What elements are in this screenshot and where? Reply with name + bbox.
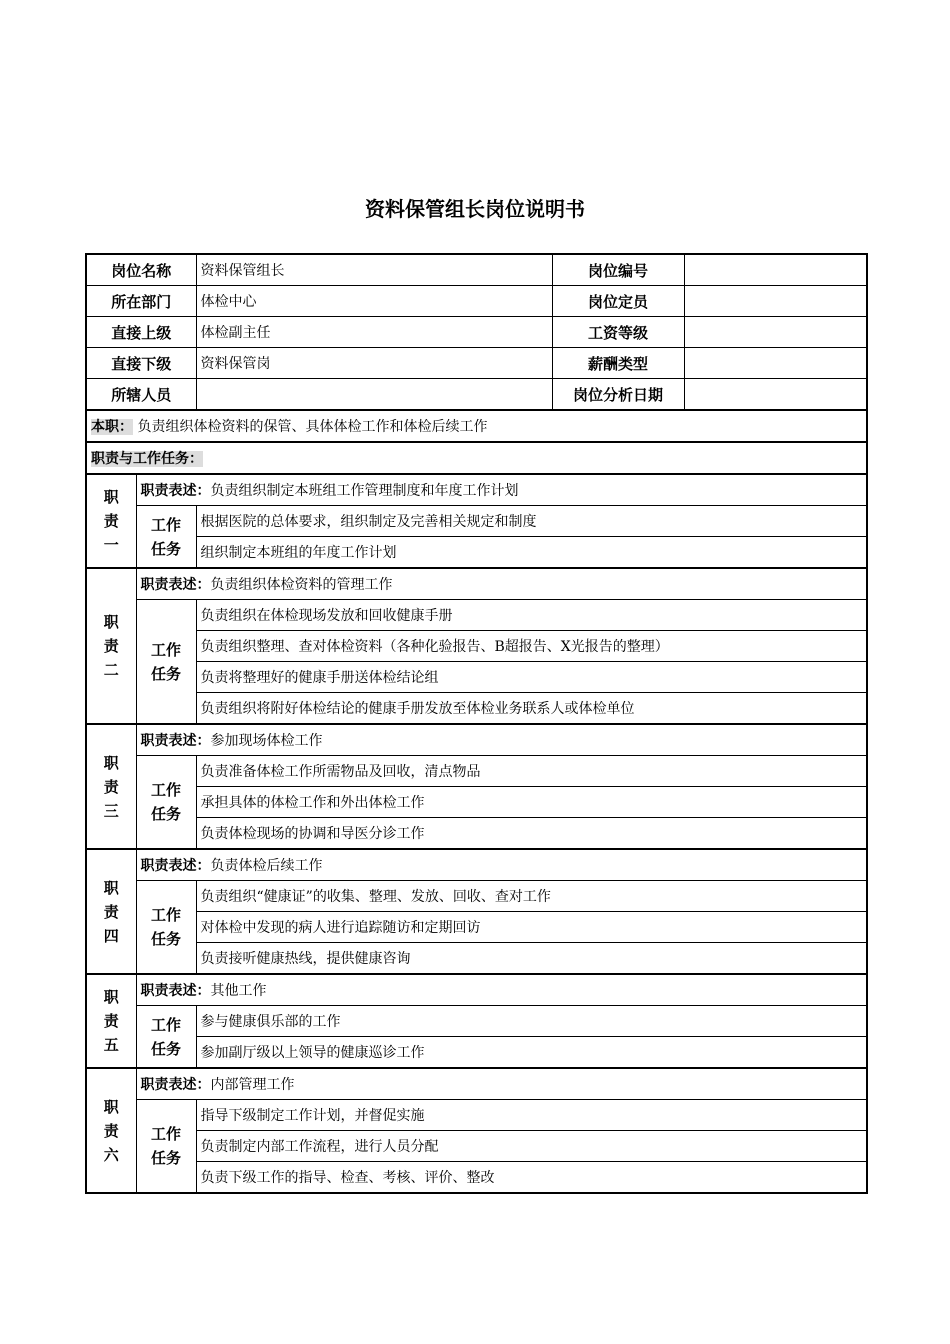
info-label: 岗位名称 [86, 254, 196, 286]
info-value: 体检中心 [196, 286, 552, 317]
task-item: 负责接听健康热线，提供健康咨询 [196, 943, 867, 975]
task-item: 承担具体的体检工作和外出体检工作 [196, 787, 867, 818]
task-item: 负责准备体检工作所需物品及回收，清点物品 [196, 756, 867, 787]
duty-desc-text: 参加现场体检工作 [210, 733, 323, 749]
duty-label-char: 五 [103, 1036, 119, 1054]
duty-desc-label: 职责表述： [140, 983, 211, 999]
duty-desc-label: 职责表述： [140, 1077, 211, 1093]
task-item: 对体检中发现的病人进行追踪随访和定期回访 [196, 912, 867, 943]
task-label [136, 881, 196, 975]
duty-desc-text: 内部管理工作 [210, 1077, 295, 1093]
mission-label: 本职： [91, 419, 133, 435]
duties-header-row [86, 442, 867, 474]
duty-desc-cell [136, 1068, 867, 1100]
info-label: 所辖人员 [86, 379, 196, 411]
duty-desc-row [86, 568, 867, 600]
duty-label-char: 职 [103, 613, 119, 631]
task-item: 负责将整理好的健康手册送体检结论组 [196, 662, 867, 693]
duty-label [86, 724, 136, 849]
task-row [86, 943, 867, 975]
duty-desc-cell [136, 974, 867, 1006]
task-row [86, 506, 867, 537]
duty-label-char: 责 [103, 637, 119, 655]
task-item: 参加副厅级以上领导的健康巡诊工作 [196, 1037, 867, 1069]
task-row [86, 1162, 867, 1194]
duty-label-char: 三 [103, 801, 119, 820]
job-description-table [85, 253, 868, 1194]
task-label [136, 756, 196, 850]
duty-label [86, 568, 136, 724]
task-row [86, 881, 867, 912]
duty-label [86, 974, 136, 1068]
info-value [684, 379, 867, 411]
task-item: 参与健康俱乐部的工作 [196, 1006, 867, 1037]
duty-desc-cell [136, 568, 867, 600]
mission-cell [86, 410, 867, 442]
info-label: 岗位分析日期 [552, 379, 684, 411]
info-row [86, 317, 867, 348]
task-label [136, 1006, 196, 1069]
task-item: 指导下级制定工作计划，并督促实施 [196, 1100, 867, 1131]
info-value: 资料保管组长 [196, 254, 552, 286]
duty-label-char: 六 [103, 1145, 119, 1164]
info-label: 薪酬类型 [552, 348, 684, 379]
duty-desc-label: 职责表述： [140, 733, 211, 749]
info-label: 岗位编号 [552, 254, 684, 286]
task-item: 负责组织在体检现场发放和回收健康手册 [196, 600, 867, 631]
task-item: 负责制定内部工作流程，进行人员分配 [196, 1131, 867, 1162]
info-value [684, 348, 867, 379]
task-label-text: 工作 任务 [151, 1015, 182, 1058]
duty-label-char: 四 [103, 926, 119, 945]
task-row [86, 818, 867, 850]
duty-desc-text: 负责组织体检资料的管理工作 [210, 577, 393, 593]
duties-header-cell [86, 442, 867, 474]
task-label [136, 506, 196, 569]
info-row [86, 254, 867, 286]
info-label: 工资等级 [552, 317, 684, 348]
duty-label-char: 职 [103, 878, 119, 897]
task-label-text: 工作 任务 [151, 781, 182, 823]
task-row [86, 537, 867, 569]
duty-label-char: 责 [103, 512, 119, 530]
duty-label-char: 责 [103, 1121, 119, 1140]
duty-desc-cell [136, 724, 867, 756]
duty-desc-text: 其他工作 [210, 983, 267, 999]
info-value [684, 286, 867, 317]
info-value: 体检副主任 [196, 317, 552, 348]
duty-label-char: 职 [103, 1097, 119, 1116]
duty-desc-row [86, 974, 867, 1006]
task-item: 组织制定本班组的年度工作计划 [196, 537, 867, 569]
duty-desc-label: 职责表述： [140, 483, 211, 499]
task-label-text: 工作 任务 [151, 906, 182, 948]
info-row [86, 379, 867, 411]
info-value [684, 317, 867, 348]
task-item: 负责下级工作的指导、检查、考核、评价、整改 [196, 1162, 867, 1194]
duty-desc-text: 负责组织制定本班组工作管理制度和年度工作计划 [210, 483, 519, 499]
duty-label-char: 责 [103, 777, 119, 796]
duty-desc-row [86, 849, 867, 881]
info-label: 直接上级 [86, 317, 196, 348]
task-row [86, 631, 867, 662]
task-item: 负责组织整理、查对体检资料（各种化验报告、B超报告、X光报告的整理） [196, 631, 867, 662]
duty-label [86, 1068, 136, 1193]
info-value [196, 379, 552, 411]
duty-desc-row [86, 1068, 867, 1100]
info-value [684, 254, 867, 286]
task-row [86, 600, 867, 631]
duty-label [86, 849, 136, 974]
task-item: 根据医院的总体要求，组织制定及完善相关规定和制度 [196, 506, 867, 537]
info-label: 直接下级 [86, 348, 196, 379]
duty-label-char: 职 [103, 988, 119, 1006]
mission-text: 负责组织体检资料的保管、具体体检工作和体检后续工作 [137, 419, 488, 435]
info-row [86, 286, 867, 317]
info-label: 岗位定员 [552, 286, 684, 317]
task-row [86, 756, 867, 787]
task-label [136, 1100, 196, 1194]
task-row [86, 662, 867, 693]
duty-desc-label: 职责表述： [140, 858, 211, 874]
task-item: 负责组织“健康证”的收集、整理、发放、回收、查对工作 [196, 881, 867, 912]
info-value: 资料保管岗 [196, 348, 552, 379]
task-row [86, 1037, 867, 1069]
mission-row [86, 410, 867, 442]
duty-desc-cell [136, 849, 867, 881]
task-label-text: 工作 任务 [151, 1125, 182, 1167]
duty-label-char: 职 [103, 488, 119, 506]
task-label-text: 工作 任务 [151, 515, 182, 558]
duty-desc-label: 职责表述： [140, 577, 211, 593]
duty-desc-cell [136, 474, 867, 506]
duty-label-char: 二 [103, 661, 119, 679]
task-item: 负责组织将附好体检结论的健康手册发放至体检业务联系人或体检单位 [196, 693, 867, 725]
duty-desc-text: 负责体检后续工作 [210, 858, 323, 874]
info-label: 所在部门 [86, 286, 196, 317]
duty-label-char: 一 [103, 536, 119, 554]
task-row [86, 1100, 867, 1131]
task-label [136, 600, 196, 725]
duty-label-char: 责 [103, 1012, 119, 1030]
duties-header: 职责与工作任务： [91, 451, 203, 467]
page-title: 资料保管组长岗位说明书 [365, 197, 585, 221]
duty-label-char: 责 [103, 902, 119, 921]
task-row [86, 1006, 867, 1037]
info-row [86, 348, 867, 379]
task-row [86, 787, 867, 818]
task-label-text: 工作 任务 [151, 640, 182, 683]
duty-desc-row [86, 474, 867, 506]
task-row [86, 912, 867, 943]
duty-desc-row [86, 724, 867, 756]
duty-label [86, 474, 136, 568]
task-row [86, 693, 867, 725]
task-item: 负责体检现场的协调和导医分诊工作 [196, 818, 867, 850]
duty-label-char: 职 [103, 753, 119, 772]
task-row [86, 1131, 867, 1162]
